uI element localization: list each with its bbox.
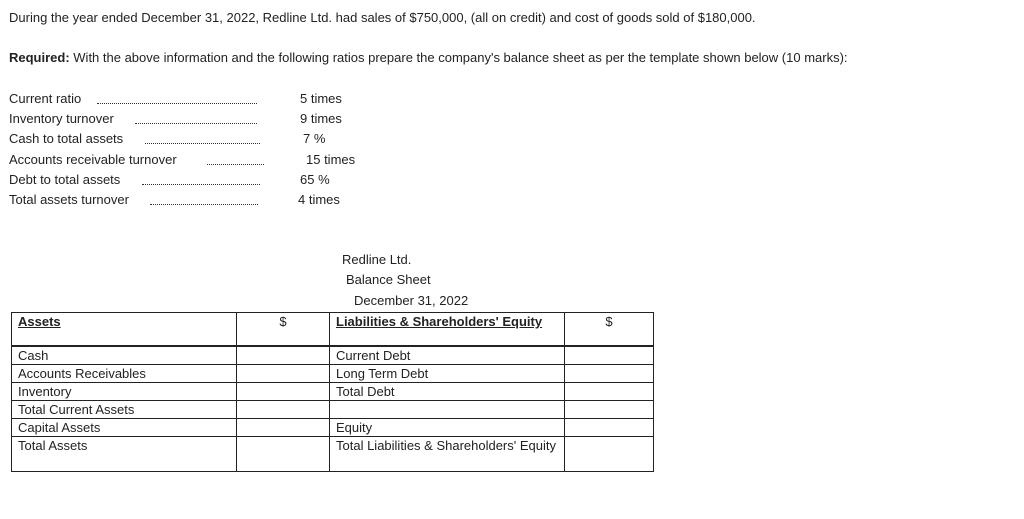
- ratio-label: Cash to total assets: [9, 131, 124, 146]
- ratio-label: Debt to total assets: [9, 172, 121, 187]
- statement-date: December 31, 2022: [354, 293, 469, 308]
- table-row: [12, 346, 654, 365]
- leader-dots: [207, 163, 264, 165]
- assets-currency-header: $: [237, 313, 330, 347]
- table-row: [12, 365, 654, 383]
- required-label: Required:: [9, 50, 70, 65]
- liabilities-header: Liabilities & Shareholders' Equity: [330, 313, 565, 347]
- ratio-label: Current ratio: [9, 91, 82, 106]
- balance-sheet-table: [11, 312, 654, 472]
- asset-label: Total Current Assets: [12, 401, 237, 419]
- leader-dots: [142, 183, 260, 185]
- liability-amount-cell[interactable]: [565, 346, 654, 365]
- ratio-value: 5 times: [300, 91, 342, 106]
- liability-label: Total Liabilities & Shareholders' Equity: [330, 437, 565, 472]
- leader-dots: [150, 203, 258, 205]
- ratio-value: 4 times: [298, 192, 340, 207]
- table-header-row: [12, 313, 654, 347]
- asset-label: Capital Assets: [12, 419, 237, 437]
- liability-amount-cell[interactable]: [565, 365, 654, 383]
- ratio-label: Inventory turnover: [9, 111, 114, 126]
- asset-amount-cell[interactable]: [237, 401, 330, 419]
- liability-amount-cell[interactable]: [565, 401, 654, 419]
- liability-label: Current Debt: [330, 346, 565, 365]
- asset-label: Accounts Receivables: [12, 365, 237, 383]
- liability-label: Long Term Debt: [330, 365, 565, 383]
- ratio-value: 65 %: [300, 172, 330, 187]
- asset-label: Inventory: [12, 383, 237, 401]
- liability-amount-cell[interactable]: [565, 437, 654, 472]
- liability-label: [330, 401, 565, 419]
- asset-amount-cell[interactable]: [237, 419, 330, 437]
- required-text: With the above information and the following ratios prepare the company's balance sheet as per the template shown below (10 marks):: [69, 50, 848, 65]
- asset-amount-cell[interactable]: [237, 383, 330, 401]
- assets-header: Assets: [12, 313, 237, 347]
- table-row: [12, 437, 654, 472]
- table-row: [12, 401, 654, 419]
- asset-amount-cell[interactable]: [237, 437, 330, 472]
- asset-amount-cell[interactable]: [237, 346, 330, 365]
- liability-amount-cell[interactable]: [565, 419, 654, 437]
- liabilities-currency-header: $: [565, 313, 654, 347]
- problem-statement: During the year ended December 31, 2022, Redline Ltd. had sales of $750,000, (all on credit) and cost of goods sold of $180,000.: [9, 10, 756, 25]
- ratio-value: 7 %: [303, 131, 326, 146]
- table-row: [12, 383, 654, 401]
- leader-dots: [135, 122, 257, 124]
- table-row: [12, 419, 654, 437]
- required-statement: [9, 50, 848, 65]
- ratio-label: Accounts receivable turnover: [9, 152, 177, 167]
- statement-title: Balance Sheet: [346, 272, 431, 287]
- leader-dots: [145, 142, 260, 144]
- ratio-label: Total assets turnover: [9, 192, 129, 207]
- asset-amount-cell[interactable]: [237, 365, 330, 383]
- liability-label: Equity: [330, 419, 565, 437]
- asset-label: Cash: [12, 346, 237, 365]
- ratio-value: 9 times: [300, 111, 342, 126]
- leader-dots: [97, 102, 257, 104]
- company-name: Redline Ltd.: [342, 252, 412, 267]
- liability-label: Total Debt: [330, 383, 565, 401]
- ratio-value: 15 times: [306, 152, 356, 167]
- asset-label: Total Assets: [12, 437, 237, 472]
- liability-amount-cell[interactable]: [565, 383, 654, 401]
